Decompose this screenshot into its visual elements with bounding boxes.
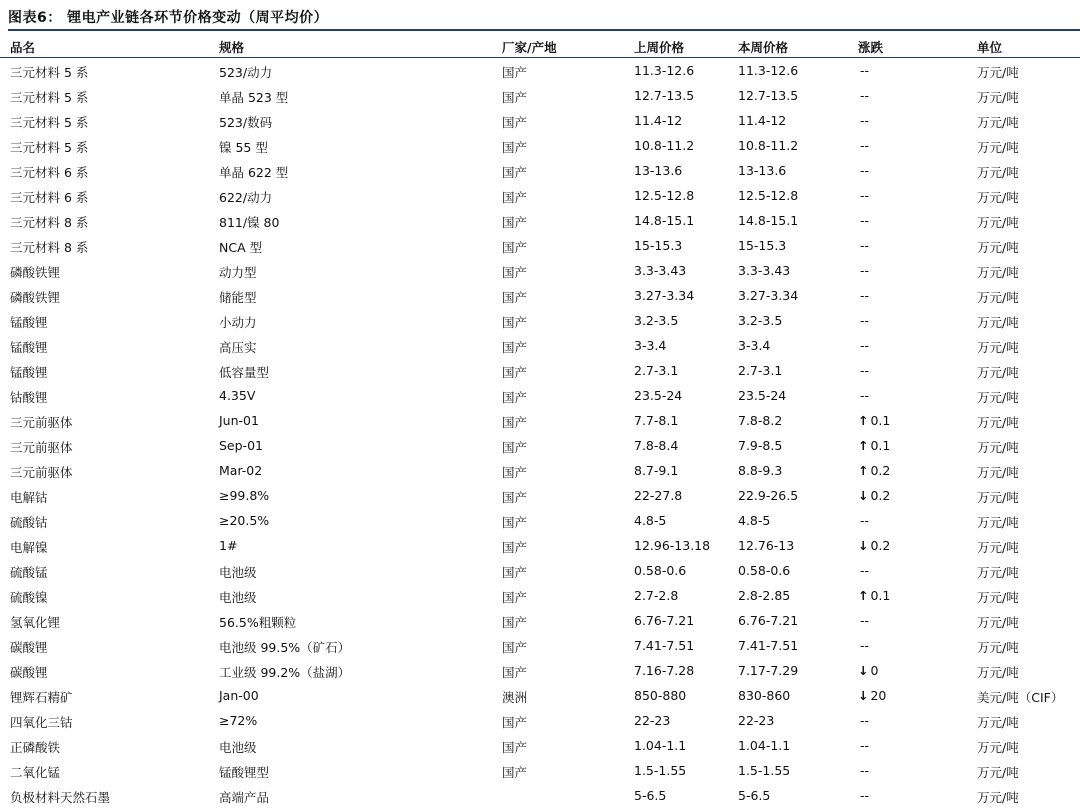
- cell-unit: 万元/吨: [977, 665, 1019, 680]
- table-row: [0, 609, 1080, 634]
- cell-spec: 523/数码: [219, 115, 273, 130]
- cell-this-week-price: 14.8-15.1: [738, 213, 799, 228]
- change-arrow-icon: ↓: [858, 538, 869, 553]
- cell-change: [858, 138, 869, 153]
- cell-name: 硫酸钴: [10, 515, 48, 530]
- cell-spec: 4.35V: [219, 388, 256, 403]
- table-row: [0, 759, 1080, 784]
- table-row: [0, 384, 1080, 409]
- cell-spec: 电池级 99.5%（矿石）: [219, 640, 351, 655]
- change-arrow-icon: ↑: [858, 413, 869, 428]
- cell-change: [858, 488, 890, 503]
- header-name: 品名: [10, 40, 36, 55]
- change-value: --: [860, 788, 870, 803]
- cell-origin: 国产: [502, 540, 528, 555]
- cell-unit: 万元/吨: [977, 540, 1019, 555]
- change-value: --: [860, 288, 870, 303]
- cell-origin: 国产: [502, 65, 528, 80]
- cell-this-week-price: 3.3-3.43: [738, 263, 791, 278]
- header-last-week-price: 上周价格: [634, 40, 685, 55]
- cell-change: [858, 388, 869, 403]
- cell-this-week-price: 8.8-9.3: [738, 463, 783, 478]
- cell-spec: 单晶 622 型: [219, 165, 289, 180]
- cell-origin: 国产: [502, 515, 528, 530]
- cell-name: 三元材料 5 系: [10, 90, 89, 105]
- cell-name: 电解镍: [10, 540, 48, 555]
- cell-change: [858, 688, 886, 703]
- cell-name: 磷酸铁锂: [10, 290, 61, 305]
- cell-this-week-price: 10.8-11.2: [738, 138, 799, 153]
- cell-this-week-price: 13-13.6: [738, 163, 787, 178]
- change-value: --: [860, 563, 870, 578]
- cell-spec: 56.5%粗颗粒: [219, 615, 297, 630]
- cell-change: [858, 238, 869, 253]
- change-value: --: [860, 388, 870, 403]
- cell-spec: 1#: [219, 538, 238, 553]
- cell-origin: 国产: [502, 90, 528, 105]
- cell-name: 锂辉石精矿: [10, 690, 73, 705]
- change-value: 0.2: [870, 538, 891, 553]
- cell-this-week-price: 15-15.3: [738, 238, 787, 253]
- table-row: [0, 459, 1080, 484]
- cell-name: 负极材料天然石墨: [10, 790, 111, 805]
- cell-origin: 国产: [502, 365, 528, 380]
- cell-spec: Mar-02: [219, 463, 263, 478]
- cell-change: [858, 288, 869, 303]
- cell-last-week-price: 3.3-3.43: [634, 263, 687, 278]
- cell-unit: 万元/吨: [977, 440, 1019, 455]
- change-value: --: [860, 188, 870, 203]
- cell-spec: NCA 型: [219, 240, 263, 255]
- table-row: [0, 559, 1080, 584]
- table-body: [0, 59, 1080, 809]
- cell-last-week-price: 12.7-13.5: [634, 88, 695, 103]
- cell-unit: 万元/吨: [977, 790, 1019, 805]
- cell-name: 锰酸锂: [10, 315, 48, 330]
- cell-origin: 国产: [502, 440, 528, 455]
- cell-unit: 万元/吨: [977, 90, 1019, 105]
- change-value: --: [860, 513, 870, 528]
- change-value: --: [860, 113, 870, 128]
- cell-change: [858, 738, 869, 753]
- cell-name: 硫酸锰: [10, 565, 48, 580]
- cell-origin: 国产: [502, 165, 528, 180]
- change-value: 0.2: [870, 463, 891, 478]
- change-value: --: [860, 338, 870, 353]
- cell-spec: ≥99.8%: [219, 488, 270, 503]
- cell-change: [858, 538, 890, 553]
- cell-unit: 万元/吨: [977, 215, 1019, 230]
- cell-change: [858, 613, 869, 628]
- cell-unit: 万元/吨: [977, 715, 1019, 730]
- cell-unit: 万元/吨: [977, 65, 1019, 80]
- cell-last-week-price: 0.58-0.6: [634, 563, 687, 578]
- table-row: [0, 234, 1080, 259]
- change-value: --: [860, 263, 870, 278]
- cell-last-week-price: 4.8-5: [634, 513, 667, 528]
- cell-origin: 国产: [502, 240, 528, 255]
- cell-change: [858, 463, 890, 478]
- cell-unit: 万元/吨: [977, 465, 1019, 480]
- cell-origin: 澳洲: [502, 690, 528, 705]
- cell-this-week-price: 3-3.4: [738, 338, 771, 353]
- cell-unit: 万元/吨: [977, 115, 1019, 130]
- cell-this-week-price: 3.27-3.34: [738, 288, 799, 303]
- cell-last-week-price: 6.76-7.21: [634, 613, 695, 628]
- cell-this-week-price: 22-23: [738, 713, 775, 728]
- cell-origin: 国产: [502, 640, 528, 655]
- cell-last-week-price: 7.7-8.1: [634, 413, 679, 428]
- table-row: [0, 209, 1080, 234]
- cell-unit: 万元/吨: [977, 290, 1019, 305]
- cell-name: 三元材料 6 系: [10, 190, 89, 205]
- cell-change: [858, 313, 869, 328]
- cell-last-week-price: 7.8-8.4: [634, 438, 679, 453]
- cell-name: 二氧化锰: [10, 765, 61, 780]
- change-value: 0.2: [870, 488, 891, 503]
- table-row: [0, 734, 1080, 759]
- cell-name: 三元材料 5 系: [10, 140, 89, 155]
- cell-last-week-price: 7.41-7.51: [634, 638, 695, 653]
- cell-this-week-price: 4.8-5: [738, 513, 771, 528]
- cell-name: 磷酸铁锂: [10, 265, 61, 280]
- cell-change: [858, 788, 869, 803]
- cell-unit: 万元/吨: [977, 490, 1019, 505]
- change-value: --: [860, 63, 870, 78]
- cell-this-week-price: 3.2-3.5: [738, 313, 783, 328]
- cell-origin: 国产: [502, 715, 528, 730]
- change-value: --: [860, 363, 870, 378]
- cell-last-week-price: 1.5-1.55: [634, 763, 687, 778]
- cell-spec: 高压实: [219, 340, 257, 355]
- cell-change: [858, 663, 878, 678]
- cell-origin: 国产: [502, 590, 528, 605]
- cell-spec: 动力型: [219, 265, 257, 280]
- cell-last-week-price: 3.2-3.5: [634, 313, 679, 328]
- cell-last-week-price: 8.7-9.1: [634, 463, 679, 478]
- cell-origin: 国产: [502, 665, 528, 680]
- cell-name: 碳酸锂: [10, 665, 48, 680]
- table-title: 图表6： 锂电产业链各环节价格变动（周平均价）: [8, 10, 329, 26]
- cell-origin: 国产: [502, 265, 528, 280]
- cell-this-week-price: 7.8-8.2: [738, 413, 783, 428]
- cell-name: 钴酸锂: [10, 390, 48, 405]
- cell-last-week-price: 15-15.3: [634, 238, 683, 253]
- table-row: [0, 534, 1080, 559]
- table-row: [0, 134, 1080, 159]
- cell-name: 三元材料 8 系: [10, 240, 89, 255]
- cell-origin: 国产: [502, 115, 528, 130]
- cell-origin: 国产: [502, 140, 528, 155]
- change-value: --: [860, 138, 870, 153]
- cell-unit: 美元/吨（CIF）: [977, 690, 1064, 705]
- cell-this-week-price: 11.3-12.6: [738, 63, 799, 78]
- cell-origin: 国产: [502, 315, 528, 330]
- cell-unit: 万元/吨: [977, 265, 1019, 280]
- cell-last-week-price: 11.4-12: [634, 113, 683, 128]
- cell-spec: 低容量型: [219, 365, 270, 380]
- cell-this-week-price: 22.9-26.5: [738, 488, 799, 503]
- change-value: 0.1: [870, 588, 891, 603]
- cell-this-week-price: 7.41-7.51: [738, 638, 799, 653]
- cell-spec: 小动力: [219, 315, 257, 330]
- cell-this-week-price: 830-860: [738, 688, 791, 703]
- header-origin: 厂家/产地: [502, 40, 557, 55]
- table-row: [0, 509, 1080, 534]
- cell-origin: 国产: [502, 615, 528, 630]
- cell-last-week-price: 850-880: [634, 688, 687, 703]
- change-arrow-icon: ↑: [858, 588, 869, 603]
- cell-last-week-price: 3-3.4: [634, 338, 667, 353]
- change-value: --: [860, 738, 870, 753]
- cell-last-week-price: 11.3-12.6: [634, 63, 695, 78]
- table-row: [0, 659, 1080, 684]
- cell-origin: 国产: [502, 190, 528, 205]
- cell-unit: 万元/吨: [977, 765, 1019, 780]
- cell-last-week-price: 13-13.6: [634, 163, 683, 178]
- cell-spec: ≥72%: [219, 713, 258, 728]
- cell-spec: Jun-01: [219, 413, 259, 428]
- table-row: [0, 634, 1080, 659]
- cell-spec: 523/动力: [219, 65, 273, 80]
- cell-name: 四氧化三钴: [10, 715, 73, 730]
- cell-last-week-price: 23.5-24: [634, 388, 683, 403]
- cell-name: 氢氧化锂: [10, 615, 61, 630]
- cell-change: [858, 638, 869, 653]
- cell-this-week-price: 12.5-12.8: [738, 188, 799, 203]
- table-row: [0, 584, 1080, 609]
- cell-this-week-price: 5-6.5: [738, 788, 771, 803]
- change-value: --: [860, 88, 870, 103]
- cell-name: 三元前驱体: [10, 465, 73, 480]
- cell-this-week-price: 12.76-13: [738, 538, 795, 553]
- table-row: [0, 159, 1080, 184]
- cell-change: [858, 413, 890, 428]
- cell-spec: 镍 55 型: [219, 140, 268, 155]
- cell-spec: 单晶 523 型: [219, 90, 289, 105]
- table-title-bar: [8, 5, 1080, 31]
- cell-name: 三元材料 5 系: [10, 115, 89, 130]
- table-row: [0, 709, 1080, 734]
- cell-this-week-price: 12.7-13.5: [738, 88, 799, 103]
- cell-this-week-price: 1.04-1.1: [738, 738, 791, 753]
- change-value: 20: [870, 688, 887, 703]
- cell-spec: 高端产品: [219, 790, 270, 805]
- cell-spec: 电池级: [219, 565, 257, 580]
- cell-change: [858, 88, 869, 103]
- cell-change: [858, 188, 869, 203]
- cell-spec: ≥20.5%: [219, 513, 270, 528]
- cell-origin: 国产: [502, 290, 528, 305]
- table-row: [0, 334, 1080, 359]
- cell-spec: 622/动力: [219, 190, 273, 205]
- table-row: [0, 59, 1080, 84]
- cell-origin: 国产: [502, 765, 528, 780]
- cell-unit: 万元/吨: [977, 615, 1019, 630]
- cell-last-week-price: 14.8-15.1: [634, 213, 695, 228]
- cell-last-week-price: 2.7-3.1: [634, 363, 679, 378]
- table-row: [0, 109, 1080, 134]
- cell-change: [858, 363, 869, 378]
- cell-change: [858, 263, 869, 278]
- change-value: 0.1: [870, 413, 891, 428]
- cell-spec: 电池级: [219, 590, 257, 605]
- header-change: 涨跌: [858, 40, 884, 55]
- cell-unit: 万元/吨: [977, 590, 1019, 605]
- cell-last-week-price: 10.8-11.2: [634, 138, 695, 153]
- table-row: [0, 484, 1080, 509]
- change-arrow-icon: ↓: [858, 663, 869, 678]
- table-row: [0, 184, 1080, 209]
- cell-origin: 国产: [502, 340, 528, 355]
- cell-name: 锰酸锂: [10, 365, 48, 380]
- cell-change: [858, 763, 869, 778]
- cell-change: [858, 113, 869, 128]
- change-value: --: [860, 763, 870, 778]
- cell-spec: Sep-01: [219, 438, 263, 453]
- cell-change: [858, 438, 890, 453]
- header-unit: 单位: [977, 40, 1003, 55]
- change-value: 0: [870, 663, 879, 678]
- change-arrow-icon: ↑: [858, 438, 869, 453]
- cell-last-week-price: 12.96-13.18: [634, 538, 711, 553]
- change-value: 0.1: [870, 438, 891, 453]
- cell-this-week-price: 11.4-12: [738, 113, 787, 128]
- cell-this-week-price: 23.5-24: [738, 388, 787, 403]
- cell-last-week-price: 2.7-2.8: [634, 588, 679, 603]
- cell-change: [858, 338, 869, 353]
- cell-this-week-price: 2.8-2.85: [738, 588, 791, 603]
- table-row: [0, 84, 1080, 109]
- cell-unit: 万元/吨: [977, 365, 1019, 380]
- cell-name: 三元材料 8 系: [10, 215, 89, 230]
- change-arrow-icon: ↓: [858, 688, 869, 703]
- cell-origin: 国产: [502, 740, 528, 755]
- cell-change: [858, 713, 869, 728]
- cell-unit: 万元/吨: [977, 390, 1019, 405]
- change-value: --: [860, 238, 870, 253]
- cell-name: 三元材料 5 系: [10, 65, 89, 80]
- cell-spec: 电池级: [219, 740, 257, 755]
- cell-this-week-price: 0.58-0.6: [738, 563, 791, 578]
- table-row: [0, 434, 1080, 459]
- change-arrow-icon: ↑: [858, 463, 869, 478]
- cell-name: 三元材料 6 系: [10, 165, 89, 180]
- cell-change: [858, 163, 869, 178]
- cell-spec: 储能型: [219, 290, 257, 305]
- change-value: --: [860, 713, 870, 728]
- cell-last-week-price: 5-6.5: [634, 788, 667, 803]
- cell-name: 锰酸锂: [10, 340, 48, 355]
- cell-origin: 国产: [502, 390, 528, 405]
- cell-change: [858, 63, 869, 78]
- cell-origin: 国产: [502, 465, 528, 480]
- cell-last-week-price: 22-23: [634, 713, 671, 728]
- header-this-week-price: 本周价格: [738, 40, 789, 55]
- header-spec: 规格: [219, 40, 245, 55]
- table-header: [0, 35, 1080, 58]
- change-arrow-icon: ↓: [858, 488, 869, 503]
- cell-origin: 国产: [502, 565, 528, 580]
- cell-name: 三元前驱体: [10, 440, 73, 455]
- cell-this-week-price: 7.17-7.29: [738, 663, 799, 678]
- cell-last-week-price: 7.16-7.28: [634, 663, 695, 678]
- cell-this-week-price: 2.7-3.1: [738, 363, 783, 378]
- cell-change: [858, 513, 869, 528]
- change-value: --: [860, 163, 870, 178]
- cell-unit: 万元/吨: [977, 740, 1019, 755]
- cell-last-week-price: 22-27.8: [634, 488, 683, 503]
- cell-unit: 万元/吨: [977, 340, 1019, 355]
- cell-name: 硫酸镍: [10, 590, 48, 605]
- cell-unit: 万元/吨: [977, 165, 1019, 180]
- cell-change: [858, 588, 890, 603]
- cell-spec: Jan-00: [219, 688, 259, 703]
- cell-unit: 万元/吨: [977, 415, 1019, 430]
- cell-spec: 811/镍 80: [219, 215, 280, 230]
- table-row: [0, 259, 1080, 284]
- cell-spec: 工业级 99.2%（盐湖）: [219, 665, 351, 680]
- cell-unit: 万元/吨: [977, 515, 1019, 530]
- cell-origin: 国产: [502, 490, 528, 505]
- table-row: [0, 409, 1080, 434]
- change-value: --: [860, 613, 870, 628]
- cell-change: [858, 563, 869, 578]
- table-row: [0, 284, 1080, 309]
- cell-last-week-price: 12.5-12.8: [634, 188, 695, 203]
- cell-unit: 万元/吨: [977, 315, 1019, 330]
- cell-this-week-price: 6.76-7.21: [738, 613, 799, 628]
- change-value: --: [860, 313, 870, 328]
- cell-origin: 国产: [502, 215, 528, 230]
- table-row: [0, 684, 1080, 709]
- cell-last-week-price: 1.04-1.1: [634, 738, 687, 753]
- change-value: --: [860, 638, 870, 653]
- cell-unit: 万元/吨: [977, 140, 1019, 155]
- cell-last-week-price: 3.27-3.34: [634, 288, 695, 303]
- cell-origin: 国产: [502, 415, 528, 430]
- cell-this-week-price: 1.5-1.55: [738, 763, 791, 778]
- cell-unit: 万元/吨: [977, 240, 1019, 255]
- table-row: [0, 309, 1080, 334]
- cell-change: [858, 213, 869, 228]
- table-row: [0, 359, 1080, 384]
- cell-name: 碳酸锂: [10, 640, 48, 655]
- cell-unit: 万元/吨: [977, 565, 1019, 580]
- cell-unit: 万元/吨: [977, 640, 1019, 655]
- cell-name: 三元前驱体: [10, 415, 73, 430]
- cell-spec: 锰酸锂型: [219, 765, 270, 780]
- table-row: [0, 784, 1080, 809]
- cell-name: 电解钴: [10, 490, 48, 505]
- change-value: --: [860, 213, 870, 228]
- cell-name: 正磷酸铁: [10, 740, 61, 755]
- cell-unit: 万元/吨: [977, 190, 1019, 205]
- cell-this-week-price: 7.9-8.5: [738, 438, 783, 453]
